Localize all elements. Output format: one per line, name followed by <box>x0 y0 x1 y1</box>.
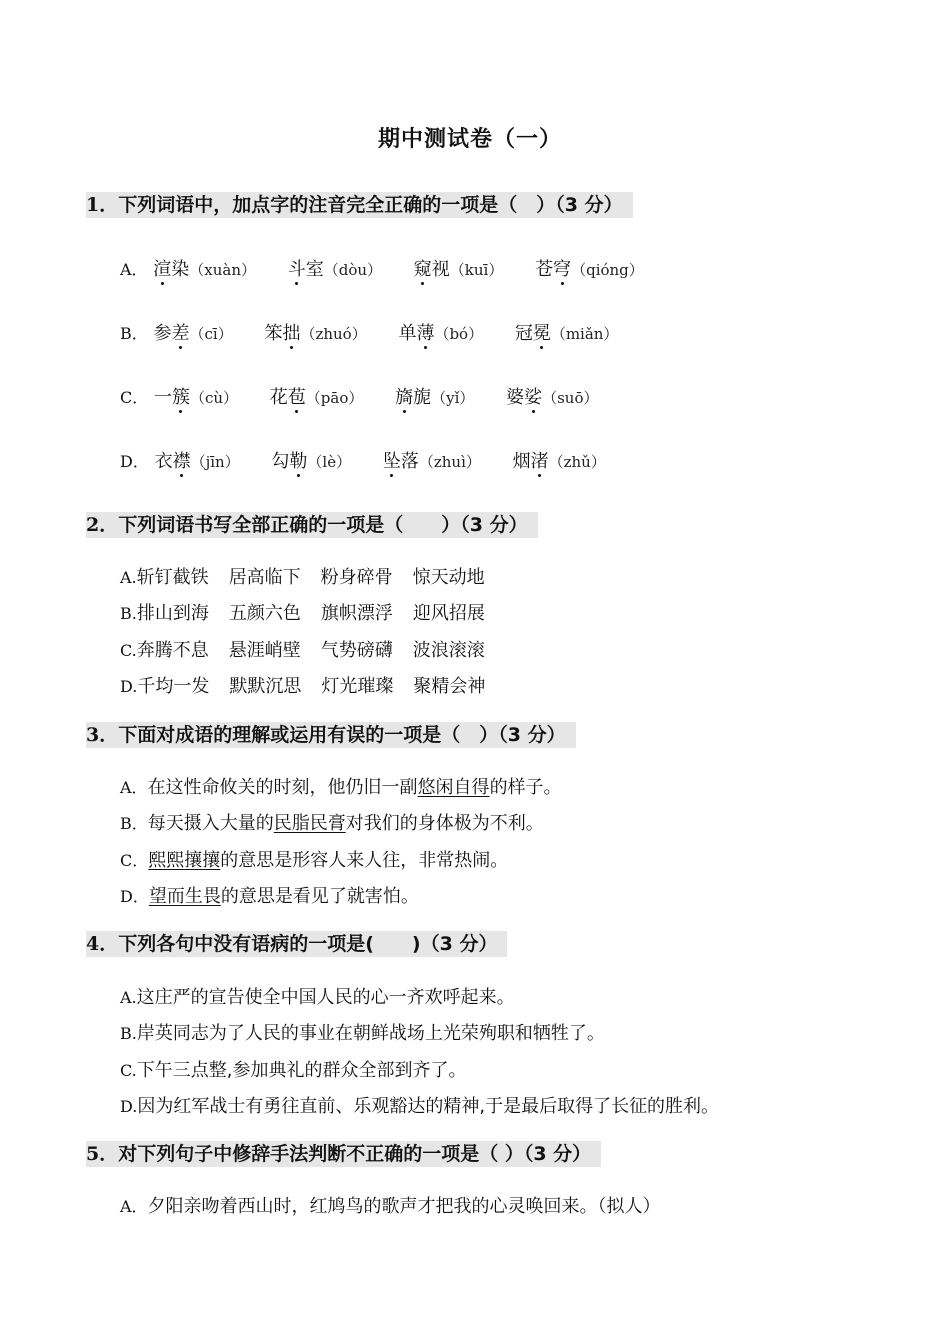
q3-option-c <box>120 846 508 872</box>
question-text: 下面对成语的理解或运用有误的一项是（ ）（3 分） <box>118 724 566 746</box>
pinyin: （qióng） <box>571 261 644 279</box>
char: 染 <box>171 259 190 280</box>
question-2-heading <box>86 512 538 538</box>
option-label: D. <box>120 1097 138 1116</box>
word: 惊天动地 <box>412 567 485 588</box>
pinyin-item <box>264 319 366 345</box>
dotted-char: 苞 <box>287 387 306 408</box>
option-label: D. <box>120 677 138 696</box>
word: 默默沉思 <box>229 676 302 697</box>
dotted-char: 渲 <box>153 259 172 280</box>
dotted-char: 簇 <box>171 387 190 408</box>
char: 烟 <box>512 451 531 472</box>
option-label: A． <box>120 778 148 797</box>
q4-option-b <box>120 1019 605 1045</box>
option-label: C． <box>120 388 149 407</box>
option-label: C. <box>120 1061 137 1080</box>
question-text: 下列词语书写全部正确的一项是（ ）（3 分） <box>118 514 528 536</box>
char: 落 <box>400 451 419 472</box>
char: 冠 <box>514 323 533 344</box>
pinyin: （lè） <box>307 453 352 471</box>
dotted-char: 旖 <box>395 387 414 408</box>
option-label: C. <box>120 641 137 660</box>
char: 苍 <box>535 259 554 280</box>
q3-option-a <box>120 773 562 799</box>
pinyin-item <box>535 255 644 281</box>
char: 衣 <box>154 451 173 472</box>
option-label: D． <box>120 452 149 471</box>
pinyin: （dòu） <box>323 261 383 279</box>
option-label: B. <box>120 1024 137 1043</box>
word: 千均一发 <box>137 676 210 697</box>
char: 一 <box>153 387 172 408</box>
char: 单 <box>398 323 417 344</box>
word: 迎风招展 <box>412 603 485 624</box>
question-number: 3． <box>86 724 119 746</box>
word: 居高临下 <box>228 567 301 588</box>
option-text: 对我们的身体极为不利。 <box>345 813 544 834</box>
option-text: 夕阳亲吻着西山时，红鸠鸟的歌声才把我的心灵唤回来。（拟人） <box>147 1196 661 1217</box>
q1-option-a <box>120 255 670 281</box>
word: 灯光璀璨 <box>321 676 394 697</box>
char: 婆 <box>506 387 525 408</box>
word: 五颜六色 <box>228 603 301 624</box>
q5-option-a <box>120 1192 661 1218</box>
pinyin: （suō） <box>542 389 599 407</box>
question-5-heading <box>86 1141 601 1167</box>
pinyin: （jīn） <box>190 453 240 471</box>
dotted-char: 薄 <box>416 323 435 344</box>
pinyin-item <box>398 319 483 345</box>
word: 斩钉截铁 <box>136 567 209 588</box>
pinyin-item <box>383 447 481 473</box>
q4-option-d <box>120 1092 719 1118</box>
q4-option-a <box>120 983 515 1009</box>
dotted-char: 渚 <box>530 451 549 472</box>
option-label: A. <box>120 568 137 587</box>
option-text: 岸英同志为了人民的事业在朝鲜战场上光荣殉职和牺牲了。 <box>136 1023 605 1044</box>
q2-option-d <box>120 672 505 698</box>
pinyin-item <box>395 383 474 409</box>
char: 室 <box>305 259 324 280</box>
pinyin-item <box>506 383 598 409</box>
option-label: B． <box>120 324 148 343</box>
pinyin-item <box>513 447 606 473</box>
dotted-char: 穹 <box>553 259 572 280</box>
question-number: 4． <box>86 933 119 955</box>
pinyin-item <box>515 319 619 345</box>
underlined-idiom: 望而生畏 <box>148 886 221 907</box>
q3-option-d <box>120 882 419 908</box>
pinyin: （bó） <box>434 325 484 343</box>
underlined-idiom: 民脂民膏 <box>273 813 346 834</box>
option-label: A． <box>120 1197 148 1216</box>
pinyin: （zhuó） <box>300 325 367 343</box>
dotted-char: 坠 <box>382 451 401 472</box>
underlined-idiom: 悠闲自得 <box>417 777 490 798</box>
option-label: D． <box>120 887 149 906</box>
q1-option-d <box>120 447 632 473</box>
q2-option-c <box>120 636 505 662</box>
dotted-char: 娑 <box>524 387 543 408</box>
option-text: 的意思是看见了就害怕。 <box>220 886 419 907</box>
option-text: 每天摄入大量的 <box>147 813 274 834</box>
q1-option-c <box>120 383 625 409</box>
question-number: 1． <box>86 194 119 216</box>
word: 气势磅礴 <box>320 640 393 661</box>
dotted-char: 拙 <box>282 323 301 344</box>
pinyin: （zhuì） <box>418 453 481 471</box>
question-1-heading <box>86 192 633 218</box>
q4-option-c <box>120 1056 467 1082</box>
option-label: C． <box>120 851 149 870</box>
option-text: 的意思是形容人来人往，非常热闹。 <box>220 850 509 871</box>
q2-option-b <box>120 599 505 625</box>
option-text: 这庄严的宣告使全中国人民的心一齐欢呼起来。 <box>136 987 515 1008</box>
pinyin-item <box>155 447 240 473</box>
pinyin-item <box>153 255 256 281</box>
pinyin: （miǎn） <box>550 325 619 343</box>
char: 参 <box>153 323 172 344</box>
dotted-char: 差 <box>171 323 190 344</box>
option-label: A. <box>120 988 137 1007</box>
char: 视 <box>431 259 450 280</box>
pinyin: （pāo） <box>305 389 364 407</box>
word: 悬涯峭壁 <box>228 640 301 661</box>
pinyin-item <box>271 447 351 473</box>
pinyin-item <box>154 383 238 409</box>
underlined-idiom: 熙熙攘攘 <box>148 850 221 871</box>
word: 聚精会神 <box>413 676 486 697</box>
pinyin: （yǐ） <box>431 389 475 407</box>
word: 波浪滚滚 <box>412 640 485 661</box>
dotted-char: 勒 <box>289 451 308 472</box>
char: 旎 <box>413 387 432 408</box>
pinyin-item <box>154 319 233 345</box>
dotted-char: 斗 <box>287 259 306 280</box>
page-title: 期中测试卷（一） <box>377 127 562 152</box>
word: 粉身碎骨 <box>320 567 393 588</box>
option-label: B. <box>120 604 137 623</box>
pinyin: （kuī） <box>449 261 504 279</box>
q2-option-a <box>120 563 505 589</box>
dotted-char: 冕 <box>532 323 551 344</box>
word: 奔腾不息 <box>136 640 209 661</box>
question-number: 5． <box>86 1143 119 1165</box>
option-text: 在这性命攸关的时刻，他仍旧一副 <box>147 777 418 798</box>
option-text: 下午三点整,参加典礼的群众全部到齐了。 <box>136 1060 467 1081</box>
question-text: 对下列句子中修辞手法判断不正确的一项是（ ）（3 分） <box>118 1143 592 1165</box>
question-3-heading <box>86 722 576 748</box>
pinyin-item <box>288 255 382 281</box>
question-4-heading <box>86 931 507 957</box>
char: 花 <box>269 387 288 408</box>
dotted-char: 襟 <box>172 451 191 472</box>
option-label: A． <box>120 260 148 279</box>
q1-option-b <box>120 319 644 345</box>
option-text: 因为红军战士有勇往直前、乐观豁达的精神,于是最后取得了长征的胜利。 <box>137 1096 720 1117</box>
char: 勾 <box>271 451 290 472</box>
word: 旗帜漂浮 <box>320 603 393 624</box>
q3-option-b <box>120 809 544 835</box>
pinyin: （zhǔ） <box>548 453 606 471</box>
word: 排山到海 <box>136 603 209 624</box>
pinyin: （cù） <box>189 389 239 407</box>
option-label: B． <box>120 814 148 833</box>
pinyin: （xuàn） <box>189 261 257 279</box>
option-text: 的样子。 <box>489 777 562 798</box>
pinyin-item <box>270 383 364 409</box>
question-text: 下列各句中没有语病的一项是( )（3 分） <box>118 933 498 955</box>
char: 笨 <box>264 323 283 344</box>
dotted-char: 窥 <box>413 259 432 280</box>
question-number: 2． <box>86 514 119 536</box>
pinyin-item <box>414 255 504 281</box>
pinyin: （cī） <box>189 325 233 343</box>
question-text: 下列词语中，加点字的注音完全正确的一项是（ ）（3 分） <box>118 194 623 216</box>
